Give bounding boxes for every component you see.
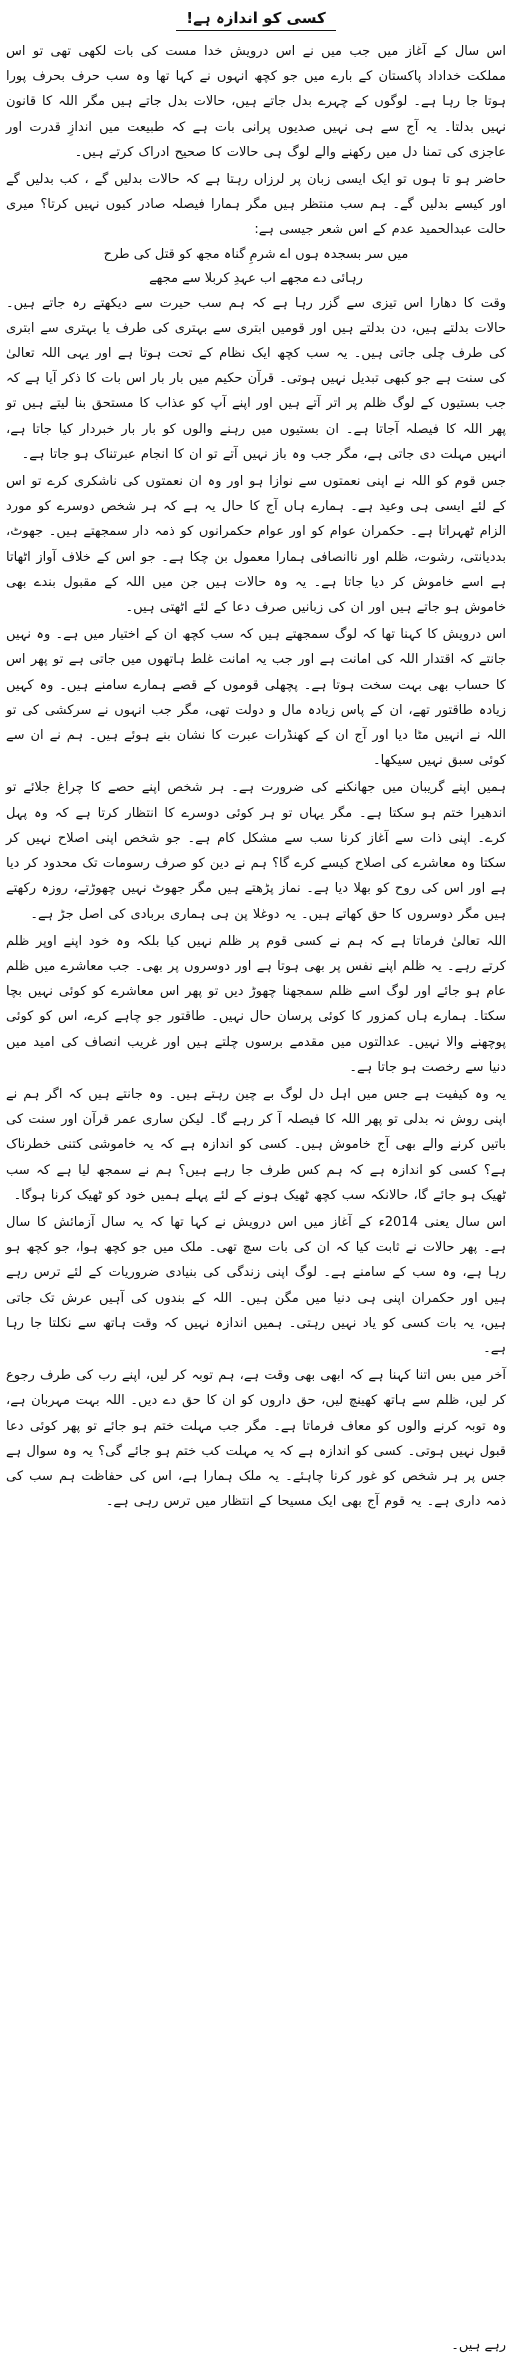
closing-line: رہے ہیں۔ — [451, 2338, 506, 2353]
paragraph-10: آخر میں بس اتنا کہنا ہے کہ ابھی بھی وقت ہے، ہم توبہ کر لیں، اپنے رب کی طرف رجوع کر لیں، ظلم سے ہاتھ کھینچ لیں، حق داروں کو ان کا حق دے دیں۔ اللہ بہت مہربان ہے، وہ توبہ کرنے والوں کو معاف فرماتا ہے۔ مگر جب مہلت ختم ہو جائے تو پھر کوئی دعا قبول نہیں ہوتی۔ کسی کو اندازہ ہے کہ یہ مہلت کب ختم ہو جائے گی؟ یہ وہ سوال ہے جس پر ہر شخص کو غور کرنا چاہئے۔ یہ ملک ہمارا ہے، اس کی حفاظت ہم سب کی ذمہ داری ہے۔ یہ قوم آج بھی ایک مسیحا کے انتظار میں ترس رہی ہے۔ — [6, 1368, 506, 1510]
paragraph-2: حاضر ہو تا ہوں تو ایک ایسی زبان پر لرزاں رہتا ہے کہ حالات بدلیں گے ، کب بدلیں گے اور کیسے بدلیں گے۔ ہم سب منتظر ہیں مگر ہمارا فیصلہ صادر کیوں نہیں کرتا؟ میری حالت عبدالحمید عدم کے اس شعر جیسی ہے: — [6, 172, 506, 238]
verse-line-1: میں سر بسجدہ ہوں اے شرمِ گناہ مجھ کو قتل کی طرح — [103, 246, 409, 262]
paragraph-9: اس سال یعنی 2014ء کے آغاز میں اس درویش نے کہا تھا کہ یہ سال آزمائش کا سال ہے۔ پھر حالات نے ثابت کیا کہ ان کی بات سچ تھی۔ ملک میں جو کچھ ہوا، جو کچھ ہو رہا ہے، وہ سب کے سامنے ہے۔ لوگ اپنی زندگی کی بنیادی ضروریات کے لئے ترس رہے ہیں اور حکمران اپنی ہی دنیا میں مگن ہیں۔ اللہ کے بندوں کی آہیں عرش تک جاتی ہیں، یہ بات کسی کو یاد نہیں رہتی۔ ہمیں اندازہ نہیں کہ وقت ہاتھ سے نکلتا جا رہا ہے۔ — [6, 1214, 507, 1356]
paragraph-6: ہمیں اپنے گریبان میں جھانکنے کی ضرورت ہے۔ ہر شخص اپنے حصے کا چراغ جلائے تو اندھیرا ختم ہو سکتا ہے۔ مگر یہاں تو ہر کوئی دوسرے کا انتظار کرتا ہے کہ وہ پہل کرے۔ اپنی ذات سے آغاز کرنا سب سے مشکل کام ہے۔ جو شخص اپنی اصلاح نہیں کر سکتا وہ معاشرے کی اصلاح کیسے کرے گا؟ ہم نے دین کو صرف رسومات تک محدود کر دیا ہے اور اس کی روح کو بھلا دیا ہے۔ نماز پڑھتے ہیں مگر جھوٹ نہیں چھوڑتے، روزہ رکھتے ہیں مگر دوسروں کا حق کھاتے ہیں۔ یہ دوغلا پن ہی ہماری بربادی کی اصل جڑ ہے۔ — [6, 780, 506, 922]
paragraph-5: اس درویش کا کہنا تھا کہ لوگ سمجھتے ہیں کہ سب کچھ ان کے اختیار میں ہے۔ وہ نہیں جانتے کہ اقتدار اللہ کی امانت ہے اور جب یہ امانت غلط ہاتھوں میں جاتی ہے تو پھر اس کا حساب بھی بہت سخت ہوتا ہے۔ پچھلی قوموں کے قصے ہمارے سامنے ہیں۔ وہ کہیں زیادہ طاقتور تھے، ان کے پاس زیادہ مال و دولت تھی، مگر جب انہوں نے سرکشی کی تو اللہ نے انہیں مٹا دیا اور آج ان کے کھنڈرات عبرت کا نشان بنے ہوئے ہیں۔ ہم نے ان سے کوئی سبق نہیں سیکھا۔ — [6, 627, 506, 769]
paragraph-7: اللہ تعالیٰ فرماتا ہے کہ ہم نے کسی قوم پر ظلم نہیں کیا بلکہ وہ خود اپنے اوپر ظلم کرتے رہے۔ یہ ظلم اپنے نفس پر بھی ہوتا ہے اور دوسروں پر بھی۔ جب معاشرے میں ظلم عام ہو جائے اور لوگ اسے ظلم سمجھنا چھوڑ دیں تو پھر اس معاشرے کو کوئی نہیں بچا سکتا۔ ہمارے ہاں کمزور کا کوئی پرسان حال نہیں۔ طاقتور جو چاہے کرے، اس کو کوئی پوچھنے والا نہیں۔ عدالتوں میں مقدمے برسوں چلتے ہیں اور غریب انصاف کی امید میں دنیا سے رخصت ہو جاتا ہے۔ — [6, 933, 506, 1075]
paragraph-1: اس سال کے آغاز میں جب میں نے اس درویش خدا مست کی بات لکھی تھی تو اس مملکت خداداد پاکستان کے بارے میں جو کچھ انہوں نے کہا تھا وہ سب حرف بحرف پورا ہوتا جا رہا ہے۔ لوگوں کے چہرے بدل جاتے ہیں، حالات بدل جاتے ہیں مگر اللہ کا قانون نہیں بدلتا۔ یہ آج سے ہی نہیں صدیوں پرانی بات ہے کہ طبیعت میں اندازِ قدرت اور عاجزی کی تمنا دل میں رکھنے والے لوگ ہی حالات کا صحیح ادراک کرتے ہیں۔ — [6, 44, 506, 160]
article-title-text: کسی کو اندازہ ہے! — [176, 8, 335, 31]
article-title — [6, 8, 506, 31]
paragraph-4: جس قوم کو اللہ نے اپنی نعمتوں سے نوازا ہو اور وہ ان نعمتوں کی ناشکری کرے تو اس کے لئے ایسی ہی وعید ہے۔ ہمارے ہاں آج کا حال یہ ہے کہ ہر شخص دوسرے کو مورد الزام ٹھہراتا ہے۔ حکمران عوام کو اور عوام حکمرانوں کو ذمہ دار سمجھتے ہیں۔ جھوٹ، بددیانتی، رشوت، ظلم اور ناانصافی ہمارا معمول بن چکا ہے۔ جو اس کے خلاف آواز اٹھاتا ہے اسے خاموش کر دیا جاتا ہے۔ یہ وہ حالات ہیں جن میں اللہ کے مقبول بندے بھی خاموش ہو جاتے ہیں اور ان کی زبانیں صرف دعا کے لئے اٹھتی ہیں۔ — [6, 474, 506, 616]
paragraph-8: یہ وہ کیفیت ہے جس میں اہل دل لوگ بے چین رہتے ہیں۔ وہ جانتے ہیں کہ اگر ہم نے اپنی روش نہ بدلی تو پھر اللہ کا فیصلہ آ کر رہے گا۔ لیکن ساری عمر قرآن اور سنت کی باتیں کرنے والے بھی آج خاموش ہیں۔ کسی کو اندازہ ہے کہ یہ خاموشی کتنی خطرناک ہے؟ کسی کو اندازہ ہے کہ ہم کس طرف جا رہے ہیں؟ ہم نے سمجھ لیا ہے کہ سب ٹھیک ہو جائے گا، حالانکہ سب کچھ ٹھیک ہونے کے لئے پہلے ہمیں خود کو ٹھیک کرنا ہوگا۔ — [6, 1086, 506, 1203]
verse-line-2: رہائی دے مجھے اب عہدِ کربلا سے مجھے — [149, 270, 363, 286]
paragraph-3: وقت کا دھارا اس تیزی سے گزر رہا ہے کہ ہم سب حیرت سے دیکھتے رہ جاتے ہیں۔ حالات بدلتے ہیں، دن بدلتے ہیں اور قومیں ابتری سے بہتری کی طرف یا بہتری سے ابتری کی طرف چلی جاتی ہیں۔ یہ سب کچھ ایک نظام کے تحت ہوتا ہے اور یہی اللہ تعالیٰ کی سنت ہے جو کبھی تبدیل نہیں ہوتی۔ قرآن حکیم میں بار بار اس بات کا ذکر آیا ہے کہ جب بستیوں کے لوگ ظلم پر اتر آتے ہیں اور اپنے آپ کو عذاب کا مستحق بنا لیتے ہیں تو پھر اللہ کا فیصلہ آجاتا ہے۔ ان بستیوں میں رہنے والوں کو بار بار خبردار کیا جاتا ہے، انہیں مہلت دی جاتی ہے، مگر جب وہ باز نہیں آتے تو ان کا انجام عبرتناک ہو جاتا ہے۔ — [6, 295, 506, 462]
